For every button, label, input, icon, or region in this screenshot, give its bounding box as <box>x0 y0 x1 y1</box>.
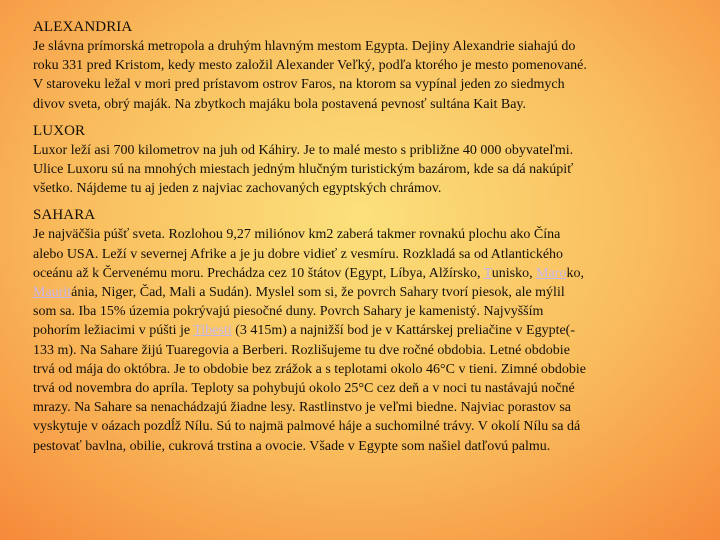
paragraph-line: som sa. Iba 15% územia pokrývajú piesočné duny. Povrch Sahary je kamenistý. Najvyšším <box>33 304 544 320</box>
paragraph-line: divov sveta, obrý maják. Na zbytkoch majáku bola postavená pevnosť sultána Kait Bay. <box>33 96 527 112</box>
section-luxor <box>33 122 683 199</box>
paragraph-line: všetko. Nájdeme tu aj jeden z najviac zachovaných egyptských chrámov. <box>33 181 442 197</box>
text-span: (3 415m) a najnižší bod je v Kattárskej preliačine v Egypte(- <box>231 323 575 339</box>
section-title: ALEXANDRIA <box>33 19 133 35</box>
tibesti-link[interactable]: Tibesti <box>193 323 232 339</box>
text-span: unisko, <box>491 265 537 281</box>
maroko-link[interactable]: Maro <box>536 265 567 281</box>
paragraph-line: Luxor leží asi 700 kilometrov na juh od Káhiry. Je to malé mesto s približne 40 000 obyvateľmi. <box>33 142 574 158</box>
paragraph-line: Je slávna prímorská metropola a druhým hlavným mestom Egypta. Dejiny Alexandrie siahajú do <box>33 39 576 54</box>
paragraph-line: roku 331 pred Kristom, kedy mesto založil Alexander Veľký, podľa ktorého je mesto pomenované. <box>33 58 587 74</box>
paragraph-line: trvá od mája do októbra. Je to obdobie bez zrážok a s teplotami okolo 46°C v tieni. Zimné obdobie <box>33 361 587 377</box>
paragraph-line <box>33 283 683 302</box>
section-alexandria <box>33 18 683 114</box>
text-span: pohorím ležiacimi v púšti je <box>33 323 194 339</box>
mauritania-link[interactable]: Maurit <box>33 285 72 301</box>
paragraph-line: Ulice Luxoru sú na mnohých miestach jedným hlučným turistickým bazárom, kde sa dá nakúpiť <box>33 162 574 178</box>
text-span: oceánu až k Červenému moru. Prechádza cez 10 štátov (Egypt, Líbya, Alžírsko, <box>33 265 484 281</box>
paragraph-line <box>33 321 683 340</box>
paragraph-line: vyskytuje v oázach pozdĺž Nílu. Sú to najmä palmové háje a suchomilné trávy. V okolí Nílu sa dá <box>33 419 581 435</box>
paragraph-line: pestovať bavlna, obilie, cukrová trstina a ovocie. Všade v Egypte som našiel datľovú palmu. <box>33 438 551 454</box>
paragraph-line: mrazy. Na Sahare sa nenachádzajú žiadne lesy. Rastlinstvo je veľmi biedne. Najviac porastov sa <box>33 400 572 416</box>
paragraph-line: 133 m). Na Sahare žijú Tuaregovia a Berberi. Rozlišujeme tu dve ročné obdobia. Letné obdobie <box>33 342 570 358</box>
paragraph-line: Je najväčšia púšť sveta. Rozlohou 9,27 miliónov km2 zaberá takmer rovnakú plochu ako Čína <box>33 227 561 243</box>
paragraph-line: alebo USA. Leží v severnej Afrike a je ju dobre vidieť z vesmíru. Rozkladá sa od Atlantického <box>33 246 564 262</box>
paragraph-line <box>33 264 683 283</box>
section-sahara <box>33 206 683 455</box>
section-title: SAHARA <box>33 207 96 224</box>
document-page <box>33 18 683 464</box>
text-span: ko, <box>566 265 584 281</box>
paragraph-line: V staroveku ležal v mori pred prístavom ostrov Faros, na ktorom sa vypínal jeden zo siedmych <box>33 77 565 93</box>
tunisko-link[interactable]: T <box>483 265 492 281</box>
paragraph-line: trvá od novembra do apríla. Teploty sa pohybujú okolo 25°C cez deň a v noci tu nastávajú nočné <box>33 381 575 397</box>
section-title: LUXOR <box>33 122 86 139</box>
text-span: ánia, Niger, Čad, Mali a Sudán). Myslel som si, že povrch Sahary tvorí piesok, ale mýlil <box>71 285 565 301</box>
